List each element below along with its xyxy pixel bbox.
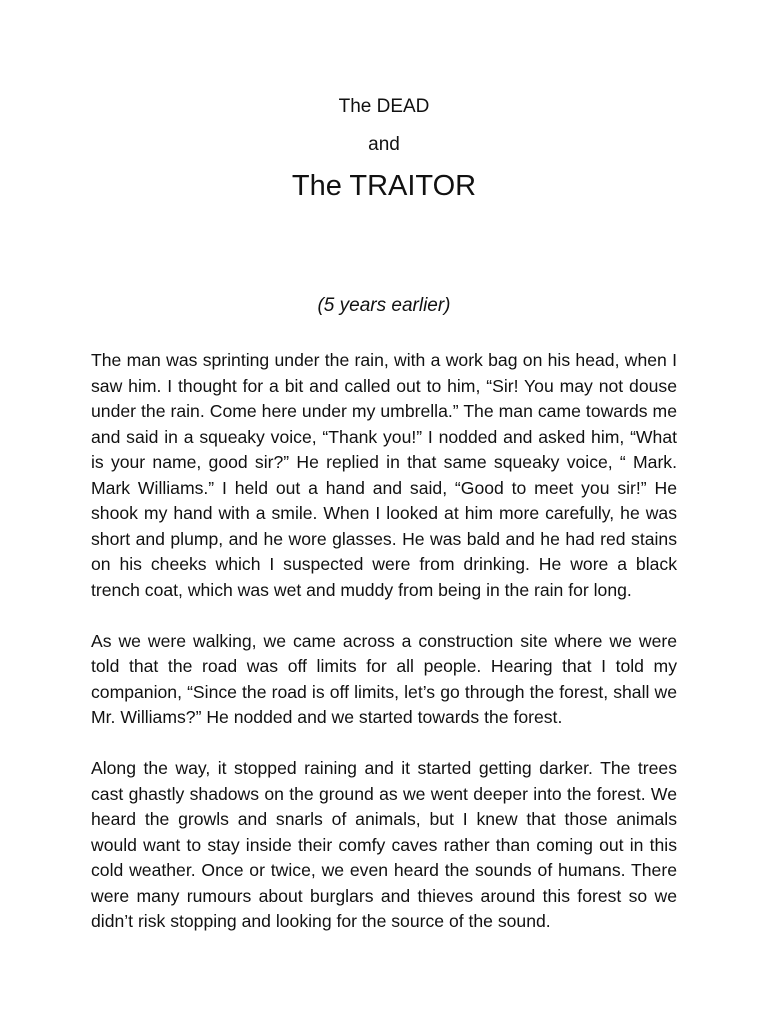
title-line-2: and [368,134,400,155]
paragraph-1: The man was sprinting under the rain, with a work bag on his head, when I saw him. I thought for a bit and called out to him, “Sir! You may not douse under the rain. Come here under my umbrella.” The man came towards me and said in a squeaky voice, “Thank you!” I nodded and asked him, “What is your name, good sir?” He replied in that same squeaky voice, “ Mark. Mark Williams.” I held out a hand and said, “Good to meet you sir!” He shook my hand with a smile. When I looked at him more carefully, he was short and plump, and he wore glasses. He was bald and he had red stains on his cheeks which I suspected were from drinking. He wore a black trench coat, which was wet and muddy from being in the rain for long. [91,350,677,600]
subtitle: (5 years earlier) [317,295,451,316]
body-text [91,348,677,960]
title-line-1: The DEAD [338,96,430,117]
paragraph-2: As we were walking, we came across a construction site where we were told that the road was off limits for all people. Hearing that I told my companion, “Since the road is off limits, let’s go through the forest, shall we Mr. Williams?” He nodded and we started towards the forest. [91,630,677,727]
title-line-3: The TRAITOR [291,170,477,202]
paragraph-3: Along the way, it stopped raining and it started getting darker. The trees cast ghastly shadows on the ground as we went deeper into the forest. We heard the growls and snarls of animals, but I knew that those animals would want to stay inside their comfy caves rather than coming out in this cold weather. Once or twice, we even heard the sounds of humans. There were many rumours about burglars and thieves around this forest so we didn’t risk stopping and looking for the source of the sound. [91,758,677,931]
